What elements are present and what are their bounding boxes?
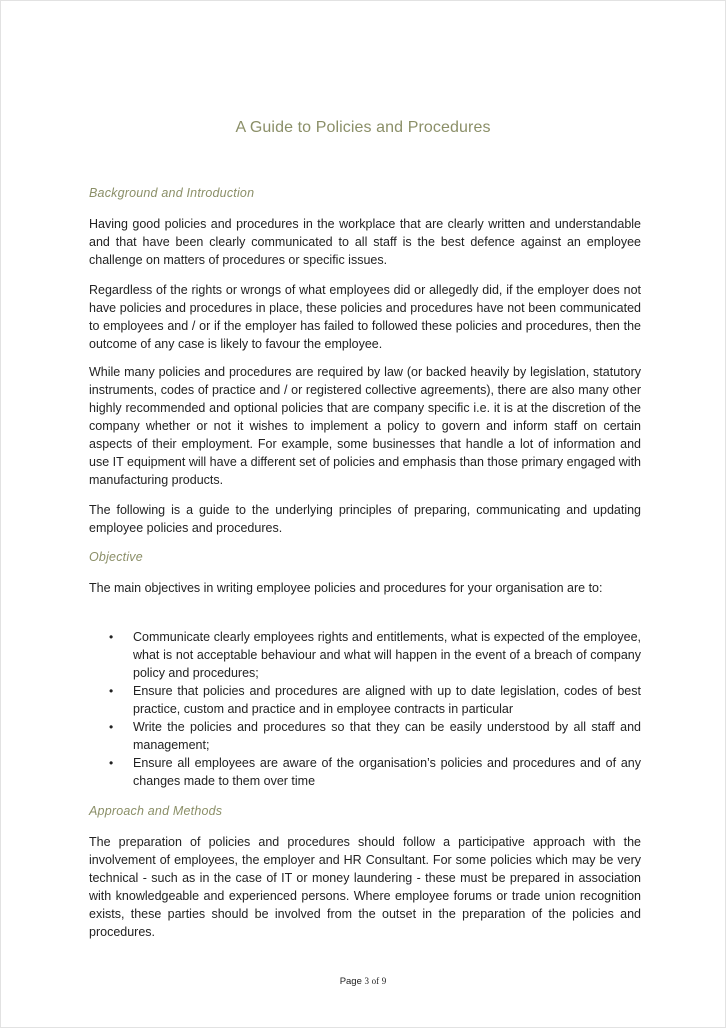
bullet-icon: •	[109, 720, 114, 734]
background-paragraph-2: Regardless of the rights or wrongs of what employees did or allegedly did, if the employer does not have policies and procedures in place, these policies and procedures have not been communicated to employees and / or if the employer has failed to followed these policies and procedures, then the outcome of any case is likely to favour the employee.	[89, 283, 641, 351]
list-item-text: Ensure that policies and procedures are aligned with up to date legislation, codes of best practice, custom and practice and in employee contracts in particular	[133, 684, 641, 716]
list-item-text: Ensure all employees are aware of the organisation’s policies and procedures and of any changes made to them over time	[133, 756, 641, 788]
approach-paragraph-1: The preparation of policies and procedures should follow a participative approach with the involvement of employees, the employer and HR Consultant. For some policies which may be very technical - such as in the case of IT or money laundering - these must be prepared in association with knowledgeable and experienced persons. Where employee forums or trade union recognition exists, these parties should be involved from the outset in the preparation of the policies and procedures.	[89, 835, 641, 939]
page-total: 9	[381, 976, 387, 986]
objective-bullet-list	[89, 628, 641, 790]
section-heading-objective: Objective	[89, 550, 143, 564]
bullet-icon: •	[109, 630, 114, 644]
list-item-text: Communicate clearly employees rights and entitlements, what is expected of the employee, what is not acceptable behaviour and what will happen in the event of a breach of company policy and procedures;	[133, 630, 641, 680]
page-footer	[1, 976, 725, 987]
page-label: Page	[339, 976, 362, 987]
background-paragraph-1: Having good policies and procedures in the workplace that are clearly written and understandable and that have been clearly communicated to all staff is the best defence against an employee challenge on matters of procedures or specific issues.	[89, 217, 641, 267]
list-item	[89, 628, 641, 682]
objective-intro: The main objectives in writing employee policies and procedures for your organisation are to:	[89, 581, 603, 595]
bullet-icon: •	[109, 756, 114, 770]
page-of-label: of	[371, 976, 380, 986]
list-item	[89, 718, 641, 754]
section-heading-approach: Approach and Methods	[89, 804, 223, 818]
list-item	[89, 754, 641, 790]
background-paragraph-4: The following is a guide to the underlying principles of preparing, communicating and updating employee policies and procedures.	[89, 503, 641, 535]
page-number: 3	[364, 976, 370, 986]
section-heading-background: Background and Introduction	[89, 186, 255, 200]
document-title: A Guide to Policies and Procedures	[235, 119, 491, 136]
bullet-icon: •	[109, 684, 114, 698]
list-item	[89, 682, 641, 718]
background-paragraph-3: While many policies and procedures are required by law (or backed heavily by legislation, statutory instruments, codes of practice and / or registered collective agreements), there are also many other highly recommended and optional policies that are company specific i.e. it is at the discretion of the company whether or not it wishes to implement a policy to govern and inform staff on certain aspects of their employment. For example, some businesses that handle a lot of information and use IT equipment will have a different set of policies and emphasis than those primary engaged with manufacturing products.	[89, 365, 641, 487]
list-item-text: Write the policies and procedures so that they can be easily understood by all staff and management;	[133, 720, 641, 752]
